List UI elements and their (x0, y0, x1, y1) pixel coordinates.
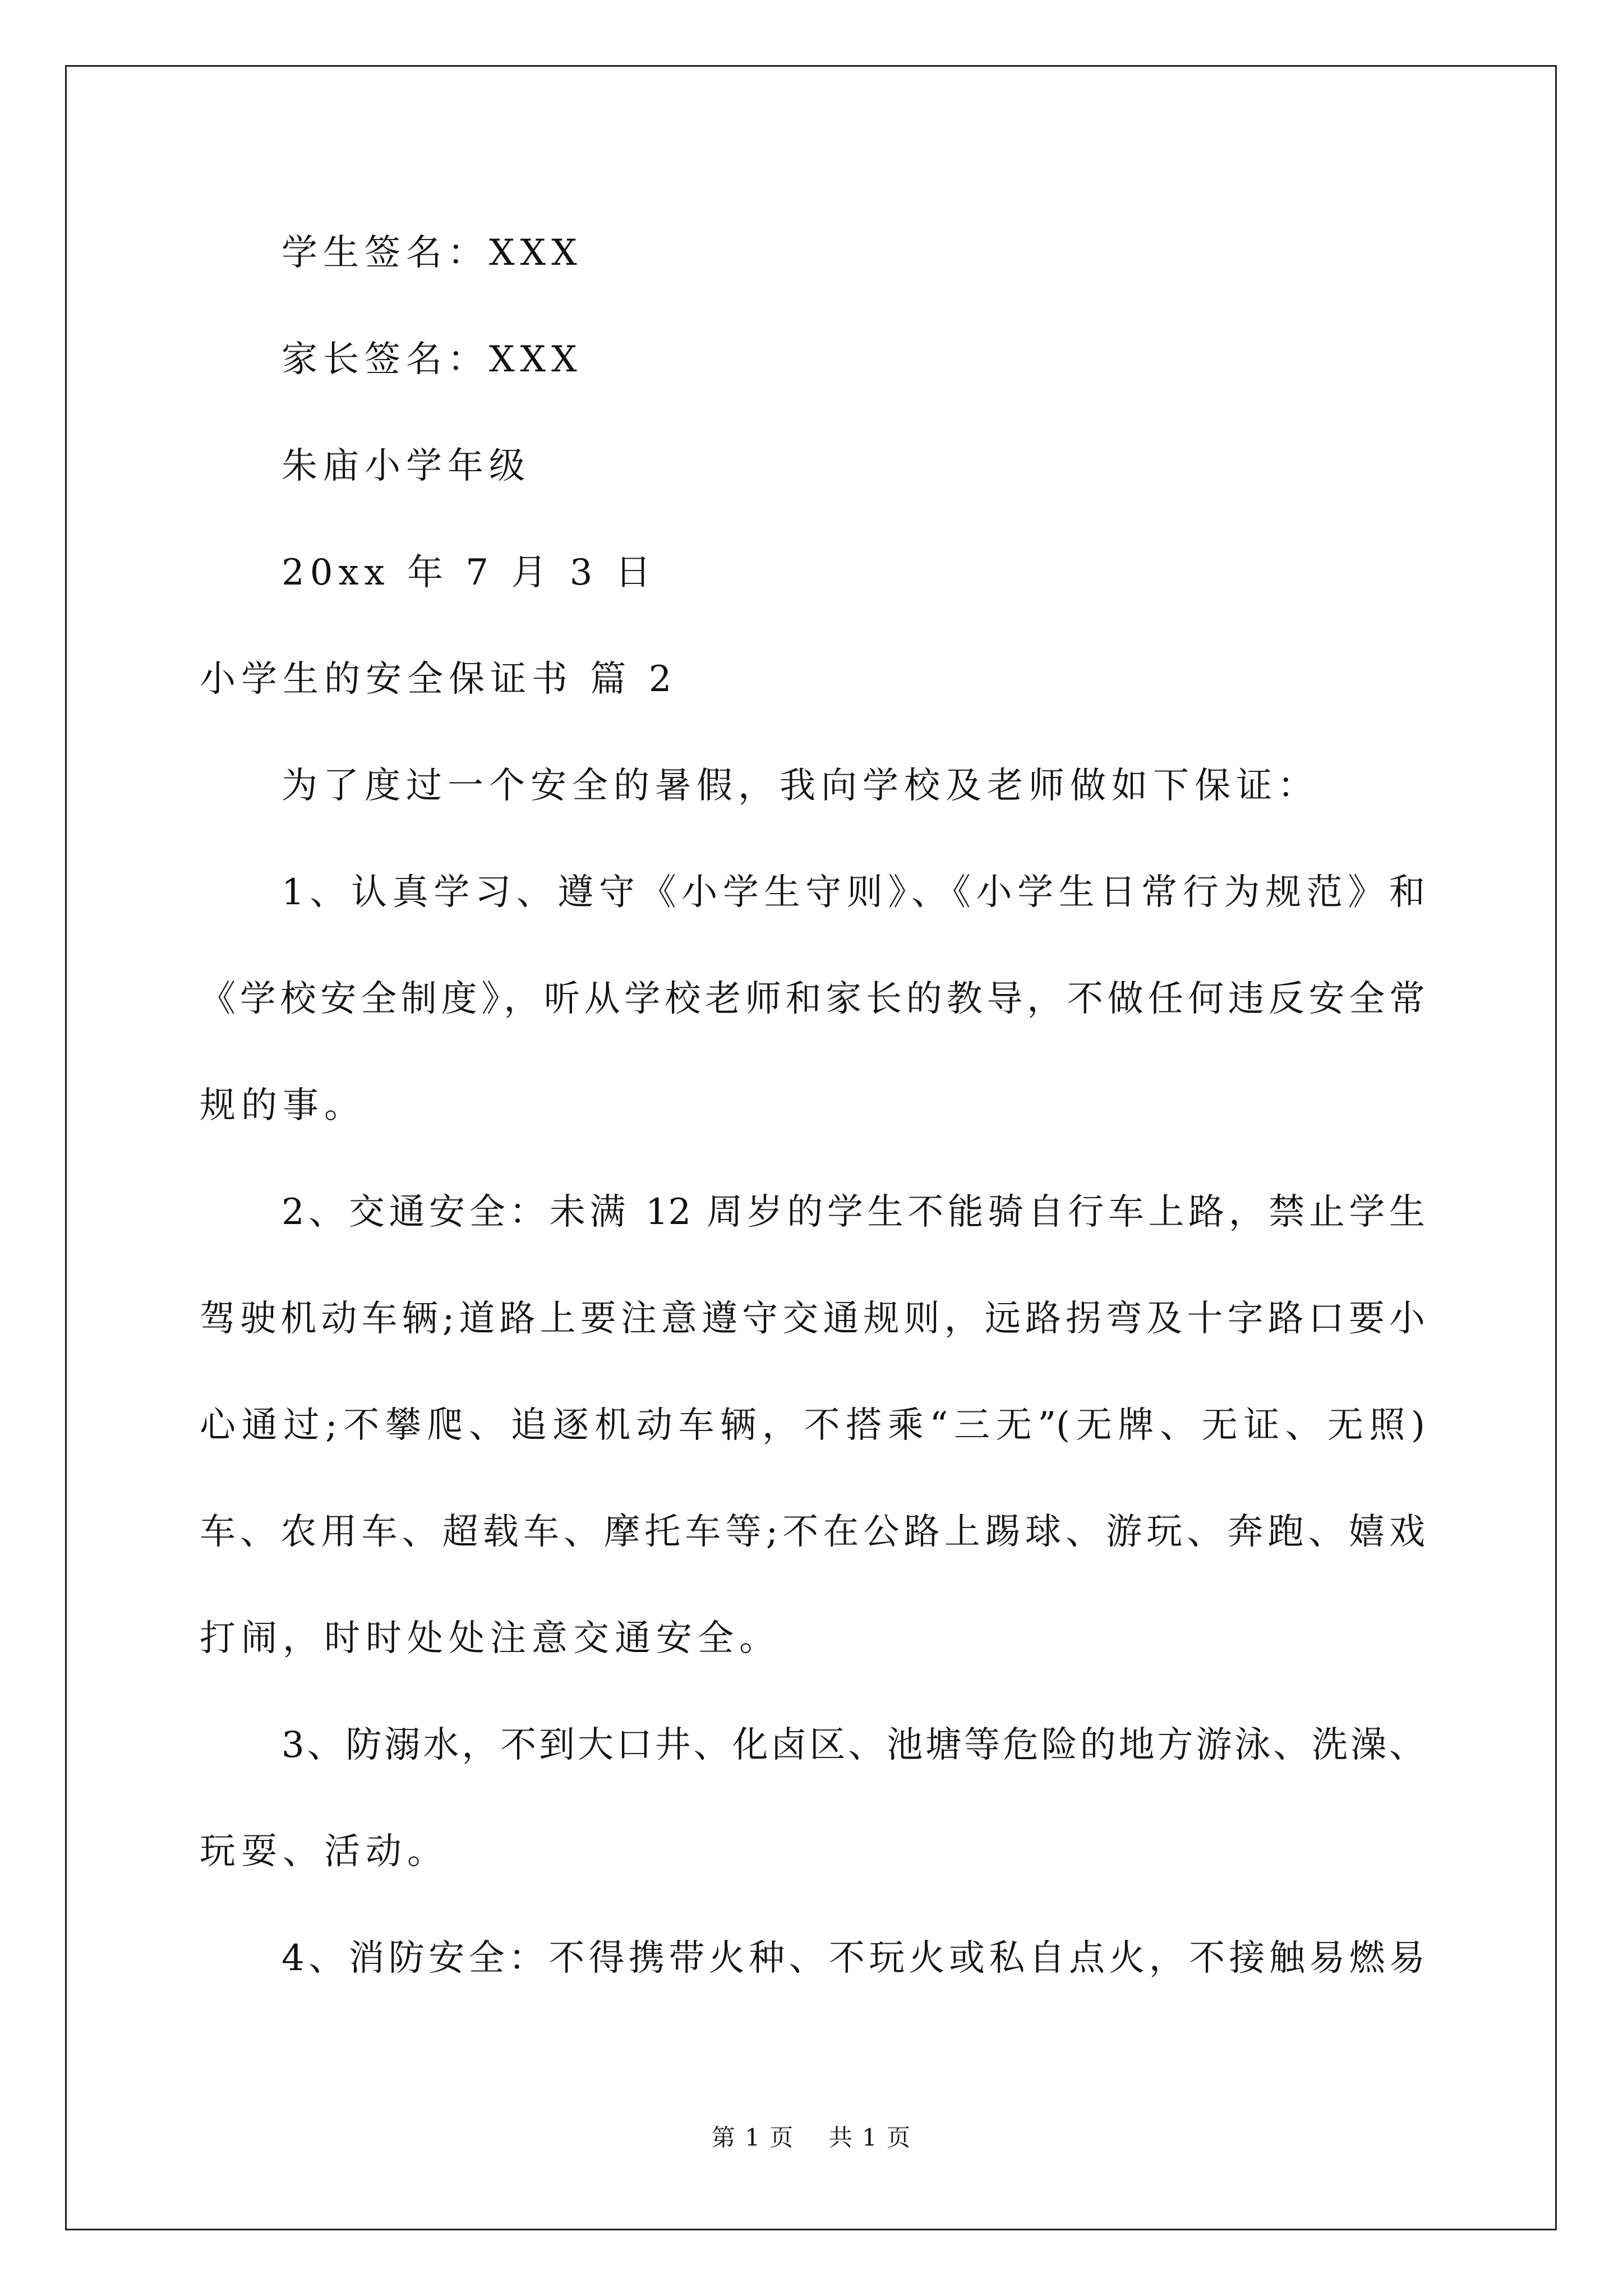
school-grade: 朱庙小学年级 (282, 445, 531, 487)
section-title: 小学生的安全保证书 篇 2 (200, 659, 677, 700)
page-border (65, 65, 1557, 2230)
item1-line-2: 《学校安全制度》，听从学校老师和家长的教导，不做任何违反安全常 (200, 978, 1425, 1020)
item2-line-3: 心通过;不攀爬、追逐机动车辆，不搭乘“三无”(无牌、无证、无照) (200, 1405, 1425, 1446)
intro-paragraph: 为了度过一个安全的暑假，我向学校及老师做如下保证： (282, 765, 1319, 807)
item2-line-1: 2、交通安全：未满 12 周岁的学生不能骑自行车上路，禁止学生 (282, 1191, 1425, 1233)
item2-line-2: 驾驶机动车辆;道路上要注意遵守交通规则，远路拐弯及十字路口要小 (200, 1298, 1425, 1340)
item4-line-1: 4、消防安全：不得携带火种、不玩火或私自点火，不接触易燃易 (282, 1938, 1425, 1979)
signature-date: 20xx 年 7 月 3 日 (282, 552, 657, 593)
item3-line-2: 玩耍、活动。 (200, 1831, 449, 1872)
page-footer: 第 1 页 共 1 页 (711, 2124, 912, 2151)
item2-line-4: 车、农用车、超载车、摩托车等;不在公路上踢球、游玩、奔跑、嬉戏 (200, 1511, 1425, 1553)
student-signature: 学生签名：XXX (282, 232, 583, 274)
item1-line-3: 规的事。 (200, 1085, 366, 1126)
item1-line-1: 1、认真学习、遵守《小学生守则》、《小学生日常行为规范》和 (282, 872, 1425, 913)
item2-line-5: 打闹，时时处处注意交通安全。 (200, 1618, 781, 1659)
item3-line-1: 3、防溺水，不到大口井、化卤区、池塘等危险的地方游泳、洗澡、 (282, 1724, 1425, 1766)
parent-signature: 家长签名：XXX (282, 339, 583, 380)
